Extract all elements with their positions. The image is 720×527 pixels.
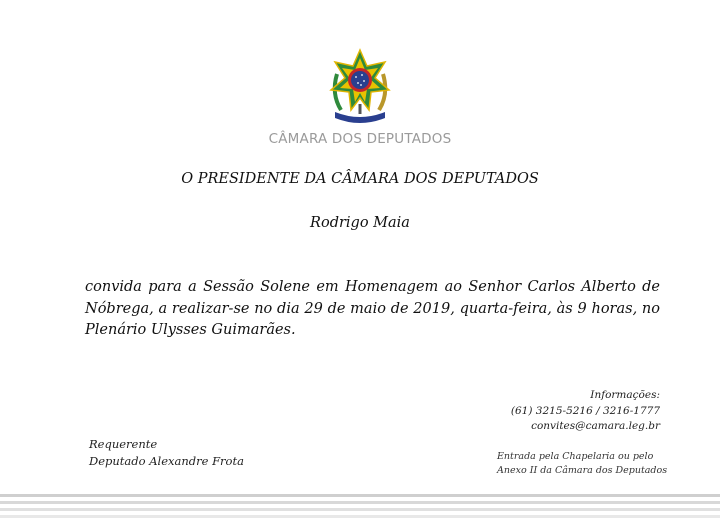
entrance-line-2: Anexo II da Câmara dos Deputados — [497, 465, 668, 476]
info-email: convites@camara.leg.br — [531, 420, 660, 432]
entrance-line-1: Entrada pela Chapelaria ou pelo — [497, 451, 654, 462]
invitation-title: O PRESIDENTE DA CÂMARA DOS DEPUTADOS — [181, 171, 539, 187]
info-block — [440, 388, 660, 435]
president-name: Rodrigo Maia — [310, 215, 410, 231]
entrance-note — [497, 450, 672, 478]
footer-stripe — [0, 494, 720, 497]
brazil-coat-of-arms-icon — [327, 48, 393, 124]
org-name: CÂMARA DOS DEPUTADOS — [268, 131, 452, 147]
footer-stripe — [0, 501, 720, 504]
requester-block — [89, 436, 349, 469]
requester-name: Deputado Alexandre Frota — [89, 453, 244, 468]
footer-stripe — [0, 508, 720, 511]
requester-label: Requerente — [89, 437, 158, 451]
info-label: Informações: — [590, 389, 660, 401]
footer-stripe — [0, 515, 720, 518]
invitation-body: convida para a Sessão Solene em Homenagem ao Senhor Carlos Alberto de Nóbrega, a realizar-se no dia 29 de maio de 2019, quarta-feira, às 9 horas, no Plenário Ulysses Guimarães. — [85, 279, 660, 338]
info-phones: (61) 3215-5216 / 3216-1777 — [510, 404, 660, 417]
footer-stripes — [0, 490, 720, 527]
